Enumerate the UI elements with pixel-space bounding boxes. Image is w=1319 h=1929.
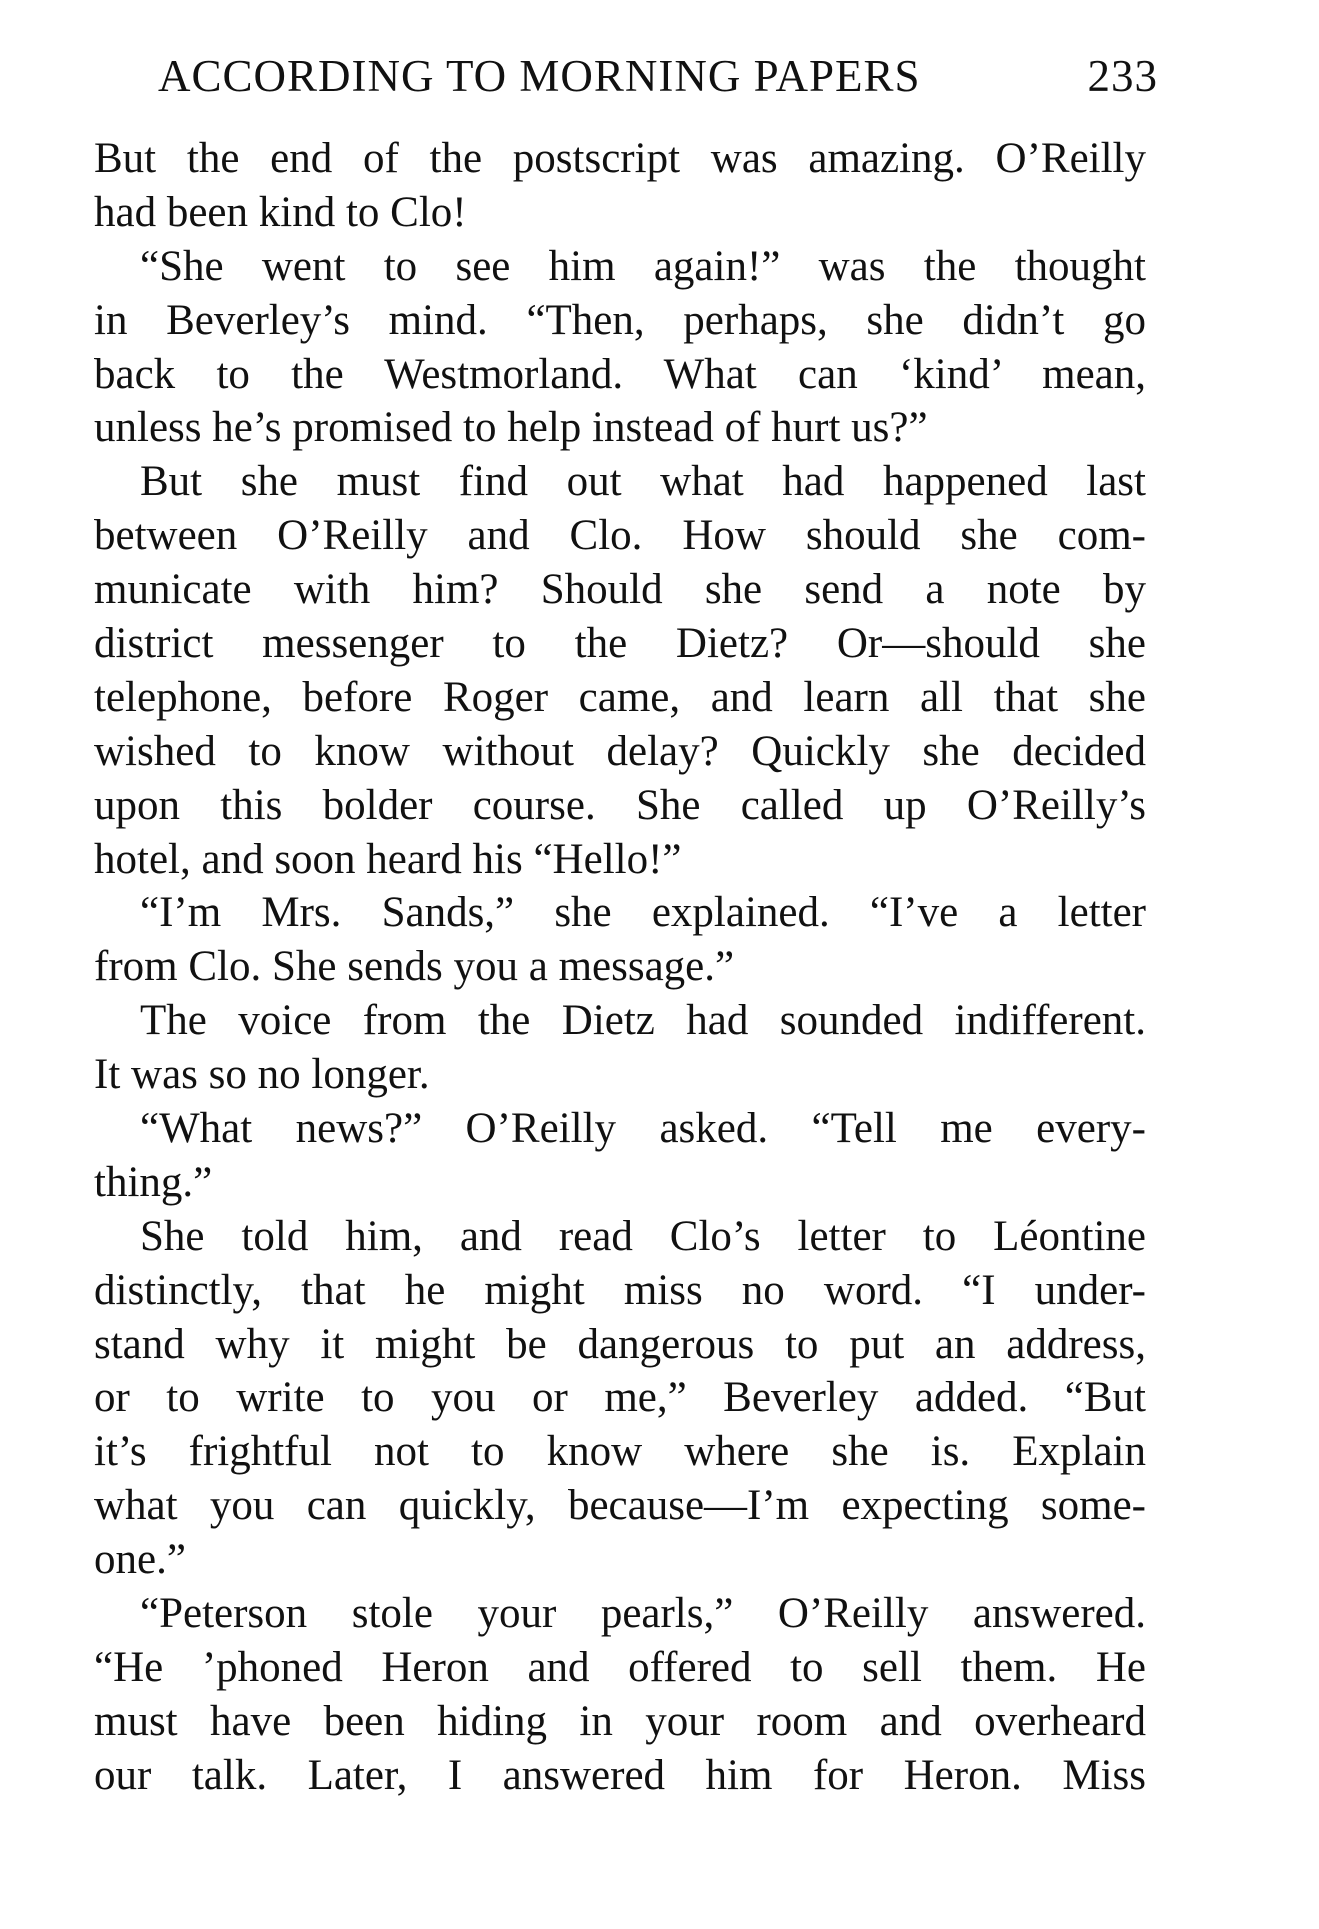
text-line: our talk. Later, I answered him for Heron. Miss (94, 1751, 1146, 1799)
text-line: it’s frightful not to know where she is. Explain (94, 1428, 1146, 1476)
text-line: had been kind to Clo! (94, 188, 467, 236)
text-line: She told him, and read Clo’s letter to Léontine (140, 1212, 1146, 1260)
text-line: stand why it might be dangerous to put an address, (94, 1320, 1146, 1368)
running-head (158, 46, 1158, 106)
text-line: “I’m Mrs. Sands,” she explained. “I’ve a letter (140, 889, 1146, 937)
running-head-title: ACCORDING TO MORNING PAPERS (158, 51, 921, 101)
body-text (94, 132, 1146, 1803)
text-line: between O’Reilly and Clo. How should she com- (94, 512, 1146, 560)
text-line: unless he’s promised to help instead of hurt us?” (94, 404, 928, 452)
text-line: The voice from the Dietz had sounded indifferent. (140, 997, 1146, 1045)
text-line: It was so no longer. (94, 1051, 430, 1099)
text-line: from Clo. She sends you a message.” (94, 943, 735, 991)
text-line: “She went to see him again!” was the thought (140, 242, 1146, 290)
text-line: hotel, and soon heard his “Hello!” (94, 835, 682, 883)
text-line: distinctly, that he might miss no word. “I under- (94, 1266, 1146, 1314)
text-line: or to write to you or me,” Beverley added. “But (94, 1374, 1146, 1422)
text-line: telephone, before Roger came, and learn all that she (94, 673, 1146, 721)
text-line: “He ’phoned Heron and offered to sell them. He (94, 1643, 1146, 1691)
text-line: district messenger to the Dietz? Or—should she (94, 620, 1146, 668)
text-line: municate with him? Should she send a note by (94, 566, 1146, 614)
text-line: what you can quickly, because—I’m expecting some- (94, 1482, 1146, 1530)
text-line: one.” (94, 1536, 186, 1584)
text-line: wished to know without delay? Quickly she decided (94, 727, 1146, 775)
text-line: thing.” (94, 1158, 213, 1206)
text-line: But the end of the postscript was amazing. O’Reilly (94, 135, 1146, 182)
text-line: back to the Westmorland. What can ‘kind’ mean, (94, 350, 1146, 398)
text-line: must have been hiding in your room and overheard (94, 1697, 1146, 1745)
text-line: upon this bolder course. She called up O’Reilly’s (94, 781, 1146, 829)
text-line: in Beverley’s mind. “Then, perhaps, she didn’t go (94, 296, 1146, 344)
page-number: 233 (1087, 51, 1158, 101)
text-line: But she must find out what had happened last (140, 458, 1146, 506)
text-line: “What news?” O’Reilly asked. “Tell me every- (140, 1105, 1146, 1153)
text-line: “Peterson stole your pearls,” O’Reilly answered. (140, 1590, 1146, 1638)
